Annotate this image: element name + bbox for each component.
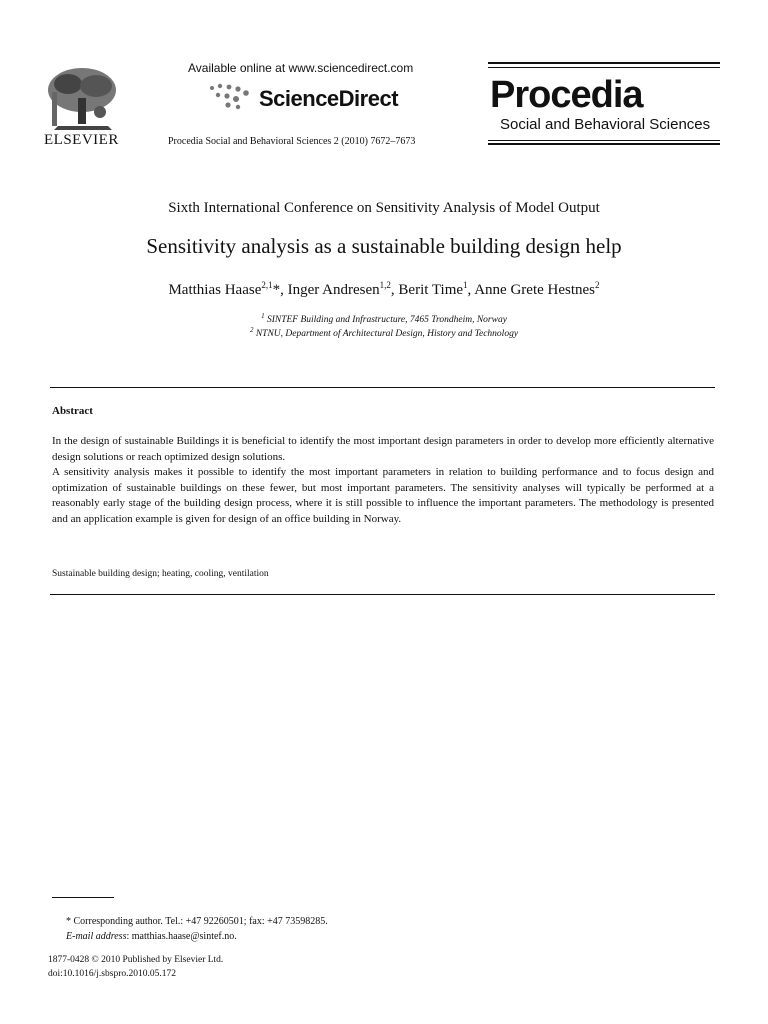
email-address[interactable]: : matthias.haase@sintef.no. xyxy=(126,931,237,942)
author-name: Matthias Haase xyxy=(168,282,262,298)
abstract-body xyxy=(52,434,714,527)
paper-title: Sensitivity analysis as a sustainable building design help xyxy=(146,234,622,258)
journal-rule-top-thin xyxy=(488,67,720,68)
journal-name: Procedia xyxy=(490,74,643,116)
affiliation-number: 1 xyxy=(261,312,265,320)
affiliation-1 xyxy=(0,312,768,325)
doi[interactable]: doi:10.1016/j.sbspro.2010.05.172 xyxy=(48,969,176,979)
keywords: Sustainable building design; heating, cooling, ventilation xyxy=(52,569,269,579)
affiliation-text: SINTEF Building and Infrastructure, 7465 Trondheim, Norway xyxy=(266,315,507,326)
corresponding-mark: * xyxy=(272,282,281,298)
abstract-heading: Abstract xyxy=(52,405,93,417)
publisher-name: ELSEVIER xyxy=(44,132,119,148)
email-line xyxy=(66,929,328,944)
abstract-top-rule xyxy=(50,387,715,388)
journal-rule-top xyxy=(488,62,720,64)
corresponding-author-contact: * Corresponding author. Tel.: +47 92260501; fax: +47 73598285. xyxy=(66,916,328,927)
affiliation-number: 2 xyxy=(249,326,254,334)
author-name: Anne Grete Hestnes xyxy=(474,282,596,298)
affiliation-text: NTNU, Department of Architectural Design, History and Technology xyxy=(255,329,519,340)
footnote-rule xyxy=(52,897,114,898)
author-affiliation-sup: 1 xyxy=(463,280,468,290)
journal-rule-bottom xyxy=(488,143,720,145)
conference-name: Sixth International Conference on Sensitivity Analysis of Model Output xyxy=(168,200,600,216)
abstract-bottom-rule xyxy=(50,594,715,595)
journal-subtitle: Social and Behavioral Sciences xyxy=(500,116,711,133)
abstract-paragraph: A sensitivity analysis makes it possible to identify the most important parameters in relation to building performance and to focus design and optimization of sustainable buildings on these fewer, but most important parameters. The sensitivity analyses will typically be performed at a reasonably early stage of the building design process, where it is still possible to influence the important parameters. The methodology is presented and an application example is given for design of an office building in Norway. xyxy=(52,466,714,525)
journal-citation: Procedia Social and Behavioral Sciences 2 (2010) 7672–7673 xyxy=(168,136,416,147)
issn-copyright: 1877-0428 © 2010 Published by Elsevier Ltd. xyxy=(48,955,224,965)
affiliation-2 xyxy=(0,326,768,339)
publication-info xyxy=(48,953,223,981)
available-online-text[interactable]: Available online at www.sciencedirect.com xyxy=(188,61,414,75)
author-affiliation-sup: 1,2 xyxy=(379,280,391,290)
author-name: Inger Andresen xyxy=(287,282,380,298)
journal-rule-bottom-thin xyxy=(488,140,720,141)
abstract-paragraph: In the design of sustainable Buildings it is beneficial to identify the most important design parameters in order to develop more efficiently alternative design solutions or reach optimized design solutions. xyxy=(52,435,714,463)
author-affiliation-sup: 2 xyxy=(595,280,600,290)
sciencedirect-dots-icon xyxy=(208,82,258,110)
author-list: Matthias Haase$^{2,1}$*, Inger Andresen$^{1,2}$, Berit Time$^1$, Anne Grete Hestnes$^2$ xyxy=(168,280,600,298)
corresponding-footnote xyxy=(66,914,328,944)
author-affiliation-sup: 2,1 xyxy=(261,280,273,290)
sciencedirect-logo-text: ScienceDirect xyxy=(259,86,399,111)
email-label: E-mail address xyxy=(66,931,127,942)
author-name: Berit Time xyxy=(398,282,464,298)
